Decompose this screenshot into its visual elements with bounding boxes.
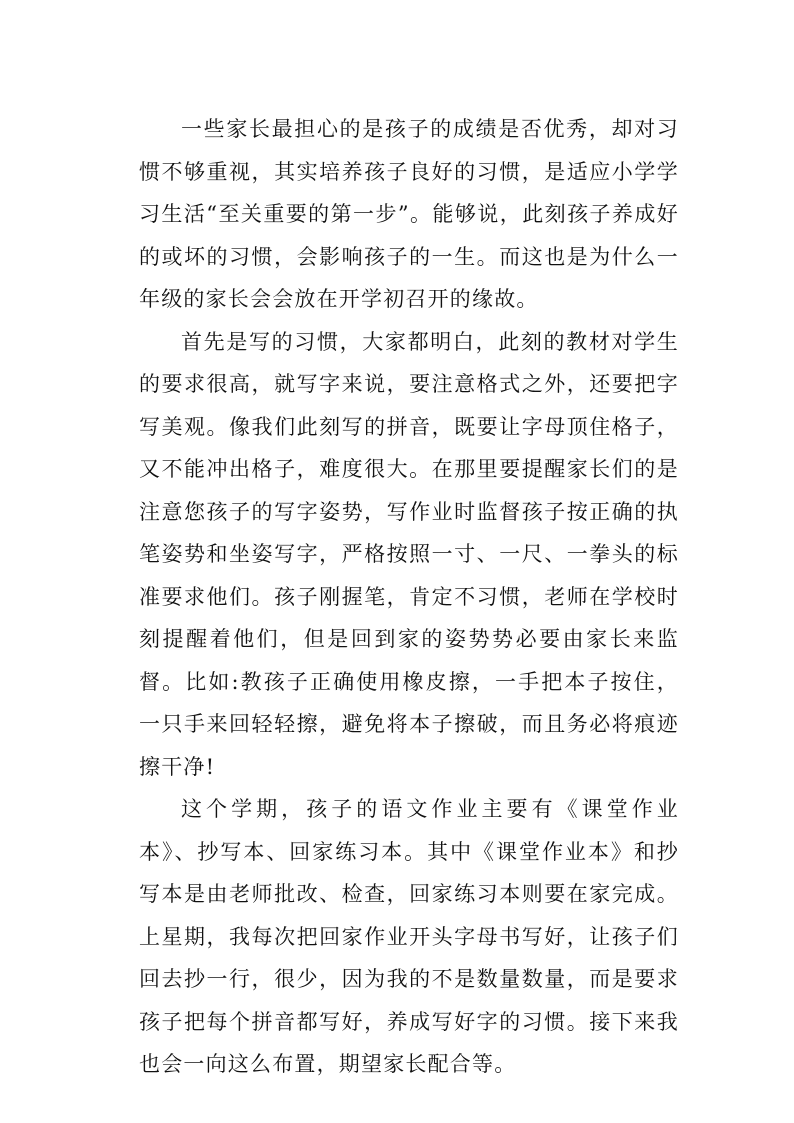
document-body [139,108,679,1086]
paragraph-writing-habit: 首先是写的习惯，大家都明白，此刻的教材对学生的要求很高，就写字来说，要注意格式之外，还要把字写美观。像我们此刻写的拼音，既要让字母顶住格子，又不能冲出格子，难度很大。在那里要提醒家长们的是注意您孩子的写字姿势，写作业时监督孩子按正确的执笔姿势和坐姿写字，严格按照一寸、一尺、一拳头的标准要求他们。孩子刚握笔，肯定不习惯，老师在学校时刻提醒着他们，但是回到家的姿势势必要由家长来监督。比如:教孩子正确使用橡皮擦，一手把本子按住，一只手来回轻轻擦，避免将本子擦破，而且务必将痕迹擦干净! [139,329,679,779]
paragraph-habits-intro: 一些家长最担心的是孩子的成绩是否优秀，却对习惯不够重视，其实培养孩子良好的习惯，是适应小学学习生活“至关重要的第一步”。能够说，此刻孩子养成好的或坏的习惯，会影响孩子的一生。而这也是为什么一年级的家长会会放在开学初召开的缘故。 [139,117,679,311]
paragraph-homework: 这个学期，孩子的语文作业主要有《课堂作业本》、抄写本、回家练习本。其中《课堂作业本》和抄写本是由老师批改、检查，回家练习本则要在家完成。上星期，我每次把回家作业开头字母书写好，让孩子们回去抄一行，很少，因为我的不是数量数量，而是要求孩子把每个拼音都写好，养成写好字的习惯。接下来我也会一向这么布置，期望家长配合等。 [139,797,679,1076]
